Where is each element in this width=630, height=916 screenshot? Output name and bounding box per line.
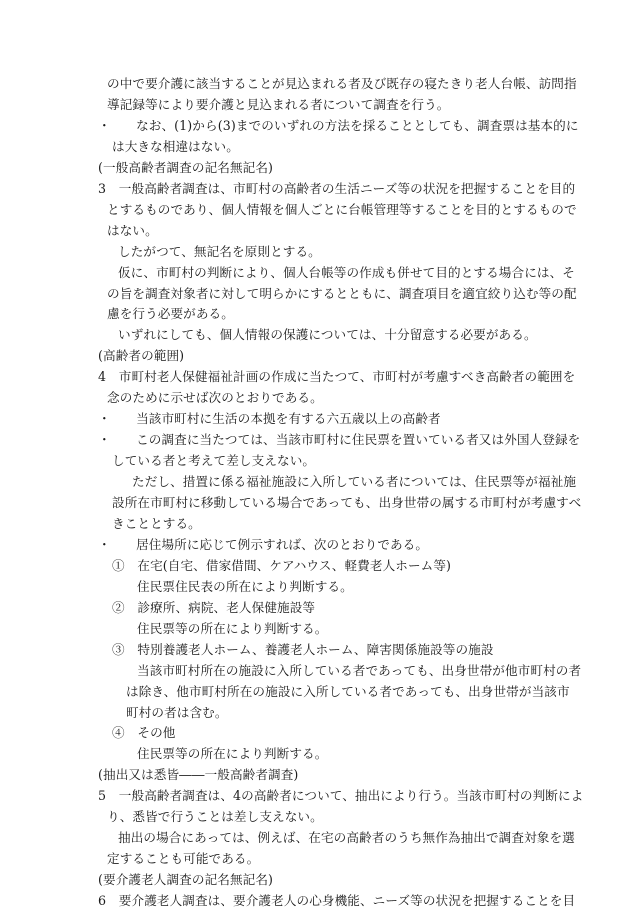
text-line: 6 要介護老人調査は、要介護老人の心身機能、ニーズ等の状況を把握することを目 <box>98 893 576 908</box>
text-line: は大きな相違はない。 <box>112 138 239 154</box>
text-line: 住民票等の所在により判断する。 <box>137 620 328 636</box>
text-line: している者と考えて差し支えない。 <box>112 453 316 469</box>
section-heading: (一般高齢者調査の記名無記名) <box>98 159 274 175</box>
section-heading: (抽出又は悉皆――一般高齢者調査) <box>98 767 299 783</box>
text-line: きこととする。 <box>112 515 201 531</box>
text-line: 5 一般高齢者調査は、4の高齢者について、抽出により行う。当該市町村の判断によ <box>98 788 584 804</box>
text-line: とするものであり、個人情報を個人ごとに台帳管理等することを目的とするもので <box>107 201 577 217</box>
text-line: いずれにしても、個人情報の保護については、十分留意する必要がある。 <box>118 327 537 343</box>
text-line: 町村の者は含む。 <box>126 704 228 720</box>
text-line: 慮を行う必要がある。 <box>107 306 234 322</box>
list-item: ② 診療所、病院、老人保健施設等 <box>112 599 316 615</box>
text-line: ・ この調査に当たつては、当該市町村に住民票を置いている者又は外国人登録を <box>98 432 581 448</box>
text-line: 3 一般高齢者調査は、市町村の高齢者の生活ニーズ等の状況を把握することを目的 <box>98 180 576 196</box>
text-line: の旨を調査対象者に対して明らかにするとともに、調査項目を適宜絞り込む等の配 <box>107 285 577 301</box>
text-line: の中で要介護に該当することが見込まれる者及び既存の寝たきり老人台帳、訪問指 <box>107 76 577 91</box>
text-line: はない。 <box>107 222 158 238</box>
list-item: ④ その他 <box>112 725 176 741</box>
text-line: したがつて、無記名を原則とする。 <box>118 243 321 259</box>
text-line: 抽出の場合にあっては、例えば、在宅の高齢者のうち無作為抽出で調査対象を選 <box>118 830 575 846</box>
text-line: 仮に、市町村の判断により、個人台帳等の作成も併せて目的とする場合には、そ <box>118 264 575 280</box>
text-line: は除き、他市町村所在の施設に入所している者であっても、出身世帯が当該市 <box>126 683 570 699</box>
text-line: 当該市町村所在の施設に入所している者であっても、出身世帯が他市町村の者 <box>137 662 582 678</box>
text-line: 住民票住民表の所在により判断する。 <box>137 578 353 594</box>
text-line: 設所在市町村に移動している場合であっても、出身世帯の属する市町村が考慮すべ <box>112 495 582 510</box>
section-heading: (高齢者の範囲) <box>98 348 185 364</box>
text-line: り、悉皆で行うことは差し支えない。 <box>107 809 323 825</box>
list-item: ① 在宅(自宅、借家借間、ケアハウス、軽費老人ホーム等) <box>112 557 452 573</box>
text-line: 住民票等の所在により判断する。 <box>137 746 328 762</box>
section-heading: (要介護老人調査の記名無記名) <box>98 872 274 888</box>
text-line: ただし、措置に係る福祉施設に入所している者については、住民票等が福祉施 <box>132 474 577 489</box>
text-line: 4 市町村老人保健福祉計画の作成に当たつて、市町村が考慮すべき高齢者の範囲を <box>98 369 576 385</box>
text-line: ・ 居住場所に応じて例示すれば、次のとおりである。 <box>98 536 429 552</box>
list-item: ③ 特別養護老人ホーム、養護老人ホーム、障害関係施設等の施設 <box>112 641 494 657</box>
text-line: 念のために示せば次のとおりである。 <box>107 390 323 406</box>
text-line: 定することも可能である。 <box>107 851 260 867</box>
text-line: ・ なお、(1)から(3)までのいずれの方法を採ることとしても、調査票は基本的に <box>98 117 579 133</box>
text-line: ・ 当該市町村に生活の本拠を有する六五歳以上の高齢者 <box>98 411 441 427</box>
text-line: 導記録等により要介護と見込まれる者について調査を行う。 <box>107 96 450 112</box>
